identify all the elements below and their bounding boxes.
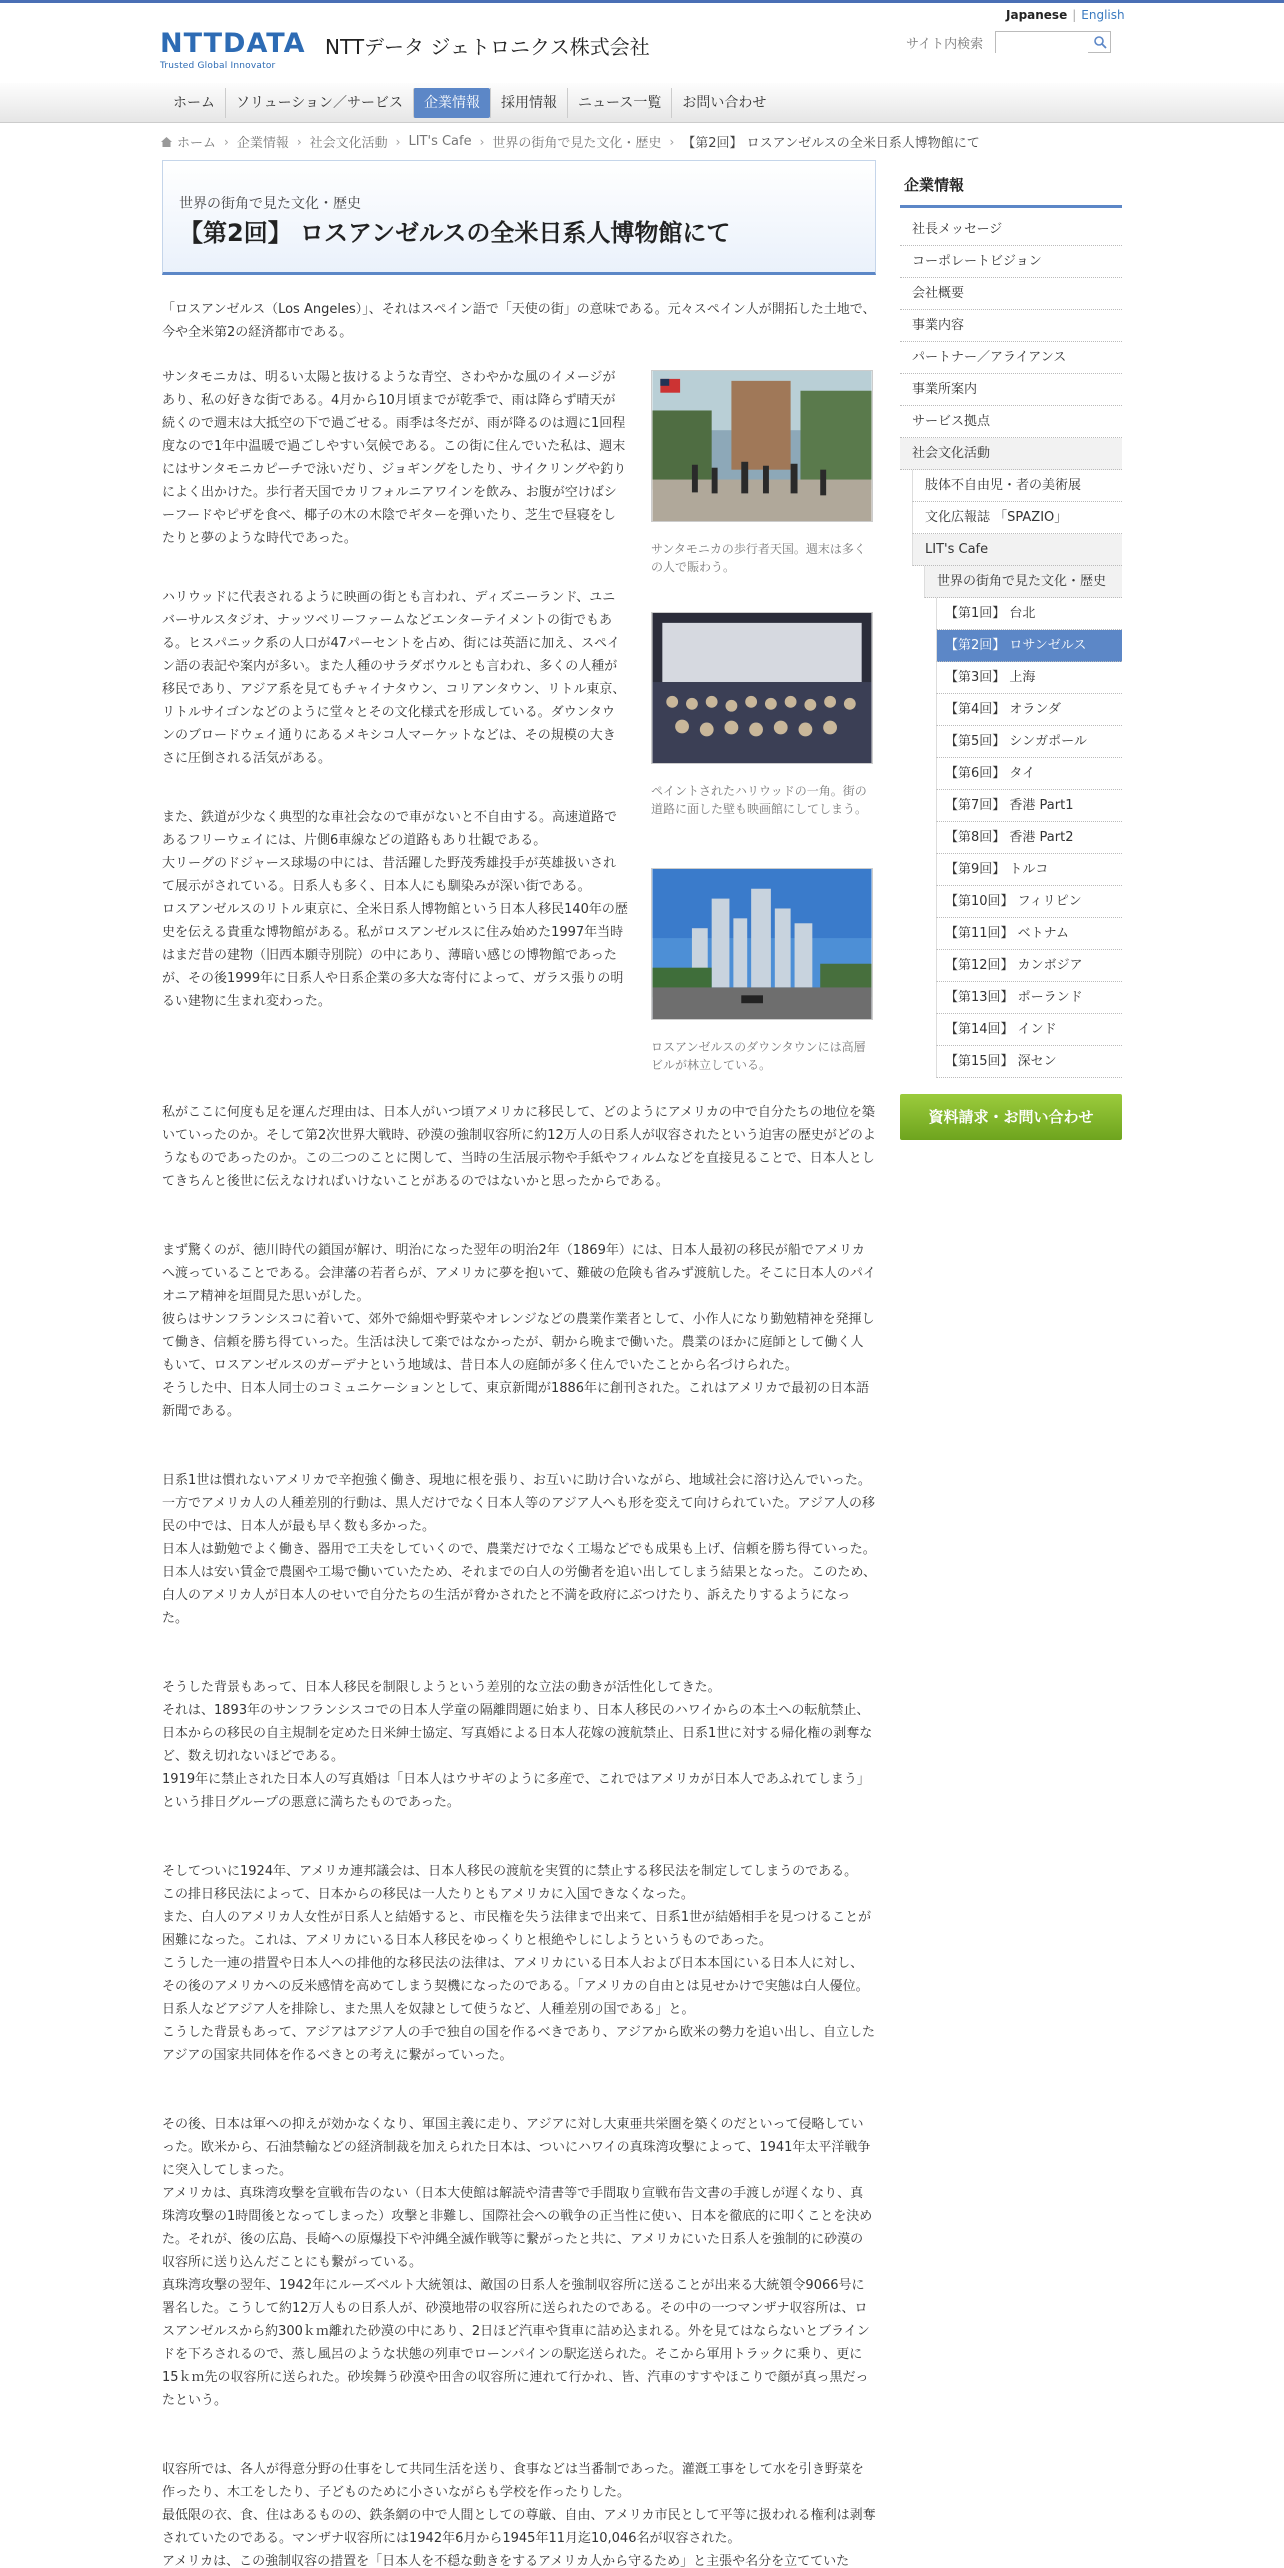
site-search [906,31,1111,53]
lang-english-link[interactable]: English [1081,8,1125,22]
sidebar [900,160,1122,1140]
sidebar-item[interactable]: 事業内容 [900,310,1122,342]
sidebar-item[interactable]: LIT's Cafe [912,534,1122,566]
nav-contact[interactable]: お問い合わせ [671,88,776,118]
breadcrumb-home[interactable]: ホーム [177,136,217,151]
sidebar-item[interactable]: 【第12回】 カンボジア [936,950,1122,982]
search-input[interactable] [996,33,1088,53]
breadcrumb [160,132,980,151]
sidebar-item[interactable]: 【第10回】 フィリピン [936,886,1122,918]
sidebar-item[interactable]: 会社概要 [900,278,1122,310]
breadcrumb-company[interactable]: 企業情報 [236,136,289,151]
body-paragraph: そしてついに1924年、アメリカ連邦議会は、日本人移民の渡航を実質的に禁止する移民法を制定してしまうのである。 この排日移民法によって、日本からの移民は一人たりともアメリカに入国できなくなった。 また、白人のアメリカ人女性が日系人と結婚すると、市民権を失う法律まで出来て、日系1世が結婚相手を見つけることが困難になった。これは、アメリカにいる日本人移民をゆっくりと根絶やしにしようというものであった。 こうした一連の措置や日本人への排他的な移民法の法律は、アメリカにいる日本人および日本本国にいる日本人に対し、その後のアメリカへの反米感情を高めてしまう契機になったのである。「アメリカの自由とは見せかけで実態は白人優位。日系人などアジア人を排除し、また黒人を奴隷として使うなど、人種差別の国である」と。 こうした背景もあって、アジアはアジア人の手で独自の国を作るべきであり、アジアから欧米の勢力を追い出し、自立したアジアの国家共同体を作るべきとの考えに繋がっていった。 [162,1864,876,2063]
intro-text [162,298,876,344]
sidebar-item[interactable]: サービス拠点 [900,406,1122,438]
sidebar-item[interactable]: 【第1回】 台北 [936,598,1122,630]
nav-news[interactable]: ニュース一覧 [567,88,671,118]
logo-tagline: Trusted Global Innovator [160,61,276,71]
lang-separator: | [1072,8,1077,22]
nav-home[interactable]: ホーム [173,95,215,111]
sidebar-item[interactable]: 【第2回】 ロサンゼルス [936,630,1122,662]
column-paragraph-3: また、鉄道が少なく典型的な車社会なので車がないと不自由する。高速道路であるフリーウェイには、片側6車線などの道路もあり壮観である。 大リーグのドジャース球場の中には、昔活躍した野茂秀雄投手が英雄扱いされて展示がされている。日系人も多く、日本人にも馴染みが深い街である。 ロスアンゼルスのリトル東京に、全米日系人博物館という日本人移民140年の歴史を伝える貴重な博物館がある。私がロスアンゼルスに住み始めた1997年当時はまだ昔の建物（旧西本願寺別院）の中にあり、薄暗い感じの博物館であったが、その後1999年に日系人や日系企業の多大な寄付によって、ガラス張りの明るい建物に生まれ変わった。 [162,810,628,1009]
chevron-right-icon: › [669,134,675,149]
company-name: NTTデータ ジェトロニクス株式会社 [325,35,650,59]
intro-paragraph: 「ロスアンゼルス（Los Angeles）」、それはスペイン語で「天使の街」の意味である。元々スペイン人が開拓した土地で、今や全米第2の経済都市である。 [162,302,876,340]
chevron-right-icon: › [224,134,229,149]
sidebar-menu [900,214,1122,1078]
santamonica-street-image [651,370,873,522]
nav-solutions[interactable]: ソリューション／サービス [225,88,413,118]
breadcrumb-social[interactable]: 社会文化活動 [309,136,388,151]
photo-santamonica [651,370,873,576]
site-header [0,3,1284,83]
language-switch [1006,8,1125,22]
photo-caption: サンタモニカの歩行者天国。週末は多くの人で賑わう。 [651,542,866,574]
body-paragraph: その後、日本は軍への抑えが効かなくなり、軍国主義に走り、アジアに対し大東亜共栄圏を築くのだといって侵略していった。欧米から、石油禁輸などの経済制裁を加えられた日本は、ついにハワイの真珠湾攻撃によって、1941年太平洋戦争に突入してしまった。 アメリカは、真珠湾攻撃を宣戦布告のない（日本大使館は解読や清書等で手間取り宣戦布告文書の手渡しが遅くなり、真珠湾攻撃の1時間後となってしまった）攻撃と非難し、国際社会への戦争の正当性に使い、日本を徹底的に叩くことを決めた。それが、後の広島、長崎への原爆投下や沖縄全滅作戦等に繋がったと共に、アメリカにいた日系人を強制的に砂漠の収容所に送り込んだことにも繋がっている。 真珠湾攻撃の翌年、1942年にルーズベルト大統領は、敵国の日系人を強制収容所に送ることが出来る大統領令9066号に署名した。こうして約12万人もの日系人が、砂漠地帯の収容所に送られたのである。その中の一つマンザナ収容所は、ロスアンゼルスから約300ｋｍ離れた砂漠の中にあり、2日ほど汽車や貨車に詰め込まれる。外を見てはならないとブラインドを下ろされるので、蒸し風呂のような状態の列車でローンパインの駅迄送られた。そこから軍用トラックに乗り、更に15ｋｍ先の収容所に送られた。砂埃舞う砂漠や田舎の収容所に連れて行かれ、皆、汽車のすすやほこりで顔が真っ黒だったという。 [162,2117,873,2408]
breadcrumb-litscafe[interactable]: LIT's Cafe [408,134,472,149]
article-body [162,1078,876,2568]
chevron-right-icon: › [296,134,302,149]
sidebar-item[interactable]: 【第6回】 タイ [936,758,1122,790]
column-paragraph-2: ハリウッドに代表されるように映画の街とも言われ、ディズニーランド、ユニバーサルスタジオ、ナッツベリーファームなどエンターテイメントの街でもある。ヒスパニック系の人口が47パーセントを占め、街には英語に加え、スペイン語の表記や案内が多い。また人種のサラダボウルとも言われ、多くの人種が移民であり、アジア系を見てもチャイナタウン、コリアンタウン、リトル東京、リトルサイゴンなどのように堂々とその文化様式を形成している。ダウンタウンのブロードウェイ通りにあるメキシコ人マーケットなどは、その規模の大きさに圧倒される活気がある。 [162,590,626,766]
sidebar-item[interactable]: 【第3回】 上海 [936,662,1122,694]
column-paragraph-1: サンタモニカは、明るい太陽と抜けるような青空、さわやかな風のイメージがあり、私の好きな街である。4月から10月頃までが乾季で、雨は降らず晴天が続くので週末は大抵空の下で過ごせる。雨季は冬だが、雨が降るのは週に1回程度なので1年中温暖で過ごしやすい気候である。この街に住んでいた私は、週末にはサンタモニカピーチで泳いだり、ジョギングをしたり、サイクリングや釣りによく出かけた。歩行者天国でカリフォルニアワインを飲み、お腹が空けばシーフードやピザを食べ、椰子の木の木陰でギターを弾いたり、芝生で昼寝をしたりと夢のような時代であった。 [162,370,627,546]
company-logo[interactable] [160,29,305,71]
sidebar-item[interactable]: 文化広報誌 「SPAZIO」 [912,502,1122,534]
sidebar-title: 企業情報 [900,160,1122,208]
lang-japanese-link[interactable]: Japanese [1006,8,1068,22]
logo-wordmark: NTTDATA [160,28,306,59]
sidebar-item[interactable]: パートナー／アライアンス [900,342,1122,374]
page-subtitle: 世界の街角で見た文化・歴史 [179,196,361,212]
sidebar-item[interactable]: 【第8回】 香港 Part2 [936,822,1122,854]
sidebar-item[interactable]: 【第4回】 オランダ [936,694,1122,726]
sidebar-item[interactable]: 社会文化活動 [900,438,1122,470]
home-icon [160,136,173,148]
body-paragraph: 日系1世は慣れないアメリカで辛抱強く働き、現地に根を張り、お互いに助け合いながら、地域社会に溶け込んでいった。一方でアメリカ人の人種差別的行動は、黒人だけでなく日本人等のアジア人へも形を変えて向けられていた。アジア人の移民の中では、日本人が最も早く数も多かった。 日本人は勤勉でよく働き、器用で工夫をしていくので、農業だけでなく工場などでも成果も上げ、信頼を勝ち得ていった。日本人は安い賃金で農園や工場で働いていたため、それまでの白人の労働者を追い出してしまう結果となった。このため、白人のアメリカ人が日本人のせいで自分たちの生活が脅かされたと不満を政府にぶつけたり、訴えたりするようになった。 [162,1473,876,1626]
sidebar-item[interactable]: 【第11回】 ベトナム [936,918,1122,950]
photo-downtown [651,868,873,1074]
la-downtown-image [651,868,873,1020]
sidebar-item[interactable]: 【第13回】 ポーランド [936,982,1122,1014]
sidebar-item[interactable]: 世界の街角で見た文化・歴史 [924,566,1122,598]
page-title: 【第2回】 ロスアンゼルスの全米日系人博物館にて [179,219,731,247]
breadcrumb-current: 【第2回】 ロスアンゼルスの全米日系人博物館にて [682,136,980,151]
search-box [995,31,1111,53]
chevron-right-icon: › [395,134,401,149]
body-paragraph: 私がここに何度も足を運んだ理由は、日本人がいつ頃アメリカに移民して、どのようにアメリカの中で自分たちの地位を築いていったのか。そして第2次世界大戦時、砂漠の強制収容所に約12万人の日系人が収容されたという迫害の歴史がどのようなものであったのか。この二つのことに関して、当時の生活展示物や手紙やフィルムなどを直接見ることで、日本人としてきちんと後世に伝えなければいけないことがあるのではないかと思ったからである。 [162,1105,876,1189]
nav-recruit[interactable]: 採用情報 [490,88,567,118]
sidebar-item[interactable]: 肢体不自由児・者の美術展 [912,470,1122,502]
hollywood-mural-image [651,612,873,764]
page-title-box [162,160,876,275]
body-paragraph: まず驚くのが、徳川時代の鎖国が解け、明治になった翌年の明治2年（1869年）には、日本人最初の移民が船でアメリカへ渡っていることである。会津藩の若者らが、アメリカに夢を抱いて、難破の危険も省みず渡航した。そこに日本人のパイオニア精神を垣間見た思いがした。 彼らはサンフランシスコに着いて、郊外で綿畑や野菜やオレンジなどの農業作業者として、小作人になり勤勉精神を発揮して働き、信頼を勝ち得ていった。生活は決して楽ではなかったが、朝から晩まで働いた。農業のほかに庭師として働く人もいて、ロスアンゼルスのガーデナという地域は、昔日本人の庭師が多く住んでいたことから名づけられた。 そうした中、日本人同士のコミュニケーションとして、東京新聞が1886年に創刊された。これはアメリカで最初の日本語新聞である。 [162,1243,876,1419]
photo-caption: ロスアンゼルスのダウンタウンには高層ビルが林立している。 [651,1040,866,1072]
sidebar-item[interactable]: 事業所案内 [900,374,1122,406]
sidebar-item[interactable]: 【第9回】 トルコ [936,854,1122,886]
contact-request-button[interactable]: 資料請求・お問い合わせ [900,1094,1122,1140]
breadcrumb-series[interactable]: 世界の街角で見た文化・歴史 [492,136,662,151]
sidebar-item[interactable]: 【第15回】 深セン [936,1046,1122,1078]
global-nav [0,83,1284,123]
sidebar-item[interactable]: 【第7回】 香港 Part1 [936,790,1122,822]
search-label: サイト内検索 [906,36,984,52]
photo-caption: ペイントされたハリウッドの一角。街の道路に面した壁も映画館にしてしまう。 [651,784,868,816]
sidebar-item[interactable]: コーポレートビジョン [900,246,1122,278]
sidebar-item[interactable]: 社長メッセージ [900,214,1122,246]
nav-company[interactable]: 企業情報 [413,88,490,118]
sidebar-item[interactable]: 【第14回】 インド [936,1014,1122,1046]
search-icon[interactable] [1093,35,1107,49]
body-paragraph: そうした背景もあって、日本人移民を制限しようという差別的な立法の動きが活性化してきた。 それは、1893年のサンフランシスコでの日本人学童の隔離問題に始まり、日本人移民のハワイからの本土への転航禁止、日本からの移民の自主規制を定めた日米紳士協定、写真婚による日本人花嫁の渡航禁止、日系1世に対する帰化権の剥奪など、数え切れないほどである。 1919年に禁止された日本人の写真婚は「日本人はウサギのように多産で、これではアメリカが日本人であふれてしまう」という排日グループの悪意に満ちたものであった。 [162,1680,873,1810]
body-paragraph: 収容所では、各人が得意分野の仕事をして共同生活を送り、食事などは当番制であった。灌漑工事をして水を引き野菜を作ったり、木工をしたり、子どものために小さいながらも学校を作ったりした。 最低限の衣、食、住はあるものの、鉄条網の中で人間としての尊厳、自由、アメリカ市民として平等に扱われる権利は剥奪されていたのである。マンザナ収容所には1942年6月から1945年11月迄10,046名が収容された。 アメリカは、この強制収容の措置を「日本人を不穏な動きをするアメリカ人から守るため」と主張や名分を立てていた [162,2462,876,2568]
photo-hollywood [651,612,873,818]
chevron-right-icon: › [479,134,485,149]
sidebar-item[interactable]: 【第5回】 シンガポール [936,726,1122,758]
